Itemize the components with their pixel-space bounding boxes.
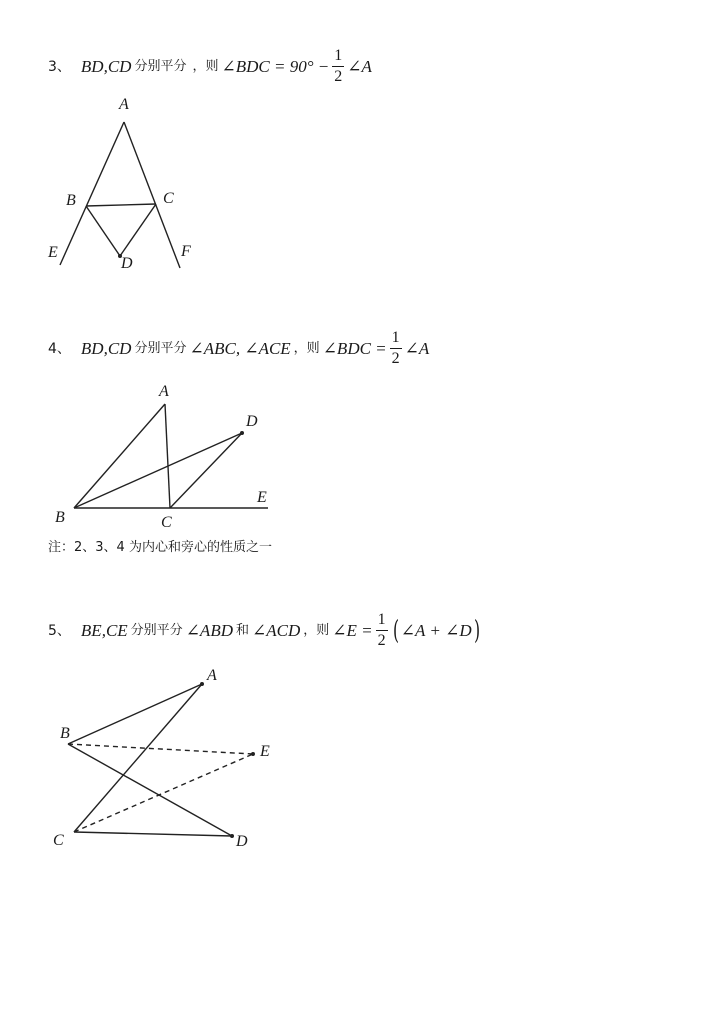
item-4-number: 4、 [48,340,71,357]
item-4-verb: 分别平分 [134,341,187,356]
figure-5 [0,660,720,860]
fig4-label-c: C [161,514,172,531]
item-4-then: ，则 [293,341,320,356]
fig4-label-d: D [246,413,258,430]
figure-4 [0,375,720,535]
fig5-label-a: A [207,667,217,684]
item-5-number: 5、 [48,622,71,639]
item-5-then: ，则 [303,623,330,638]
fig3-line-b-c [86,204,156,206]
fig5-label-c: C [53,832,64,849]
item-3-then: ，则 [192,59,219,74]
item-5-paren-close: ) [473,615,480,646]
item-4-statement [48,330,429,367]
item-4-fraction [390,330,402,367]
item-4-angles: ∠ABC, ∠ACE [189,339,291,358]
item-5-paren-open: ( [392,615,399,646]
item-3-rhs: ∠A [347,57,372,76]
fig5-dashed-c-e [74,754,253,832]
fig4-line-b-d [74,433,242,508]
item-5-frac-den: 2 [377,632,386,649]
fig5-label-d: D [236,833,248,850]
item-5-and: 和 [235,623,249,638]
item-3-verb: 分别平分 [134,59,187,74]
fig5-point-e [251,752,255,756]
item-5-fraction [376,612,388,649]
note-text: 注：2、3、4 为内心和旁心的性质之一 [48,540,272,555]
item-5-frac-num: 1 [376,612,388,631]
fig4-label-a: A [159,383,169,400]
figure-3 [0,90,720,280]
item-3-lhs: ∠BDC = 90° − [221,57,330,76]
fig4-line-a-c [165,404,170,508]
fig3-line-c-d [120,204,156,256]
fig3-line-b-d [86,206,120,256]
fig3-label-c: C [163,190,174,207]
fig4-label-e: E [257,489,267,506]
fig4-line-c-d [170,433,242,508]
fig5-dashed-b-e [68,744,253,754]
item-5-rhs: ∠A + ∠D [400,621,472,640]
item-4-rhs: ∠A [404,339,430,358]
fig4-point-d [240,431,244,435]
fig3-label-a: A [119,96,129,113]
item-4-frac-num: 1 [390,330,402,349]
item-3-frac-den: 2 [334,68,343,85]
fig5-line-b-d [68,744,232,836]
item-3-frac-num: 1 [332,48,344,67]
fig3-label-f: F [181,243,191,260]
item-5-angle1: ∠ABD [185,621,233,640]
item-3-statement [48,48,372,85]
item-4-frac-den: 2 [391,350,400,367]
fig3-label-b: B [66,192,76,209]
item-5-statement [48,612,482,649]
fig5-line-b-a [68,684,202,744]
item-5-verb: 分别平分 [130,623,183,638]
fig4-line-b-a [74,404,165,508]
fig4-label-b: B [55,509,65,526]
item-4-subject: BD,CD [80,339,132,358]
fig5-point-d [230,834,234,838]
item-4-lhs: ∠BDC = [322,339,387,358]
fig3-label-d: D [121,255,133,272]
item-5-angle2: ∠ACD [252,621,301,640]
fig5-line-c-d [74,832,232,836]
item-5-lhs: ∠E = [332,621,373,640]
item-5-subject: BE,CE [80,621,128,640]
item-3-number: 3、 [48,58,71,75]
item-3-fraction [332,48,344,85]
fig5-label-b: B [60,725,70,742]
fig3-label-e: E [48,244,58,261]
item-3-subject: BD,CD [80,57,132,76]
fig5-label-e: E [260,743,270,760]
fig5-point-a [200,682,204,686]
